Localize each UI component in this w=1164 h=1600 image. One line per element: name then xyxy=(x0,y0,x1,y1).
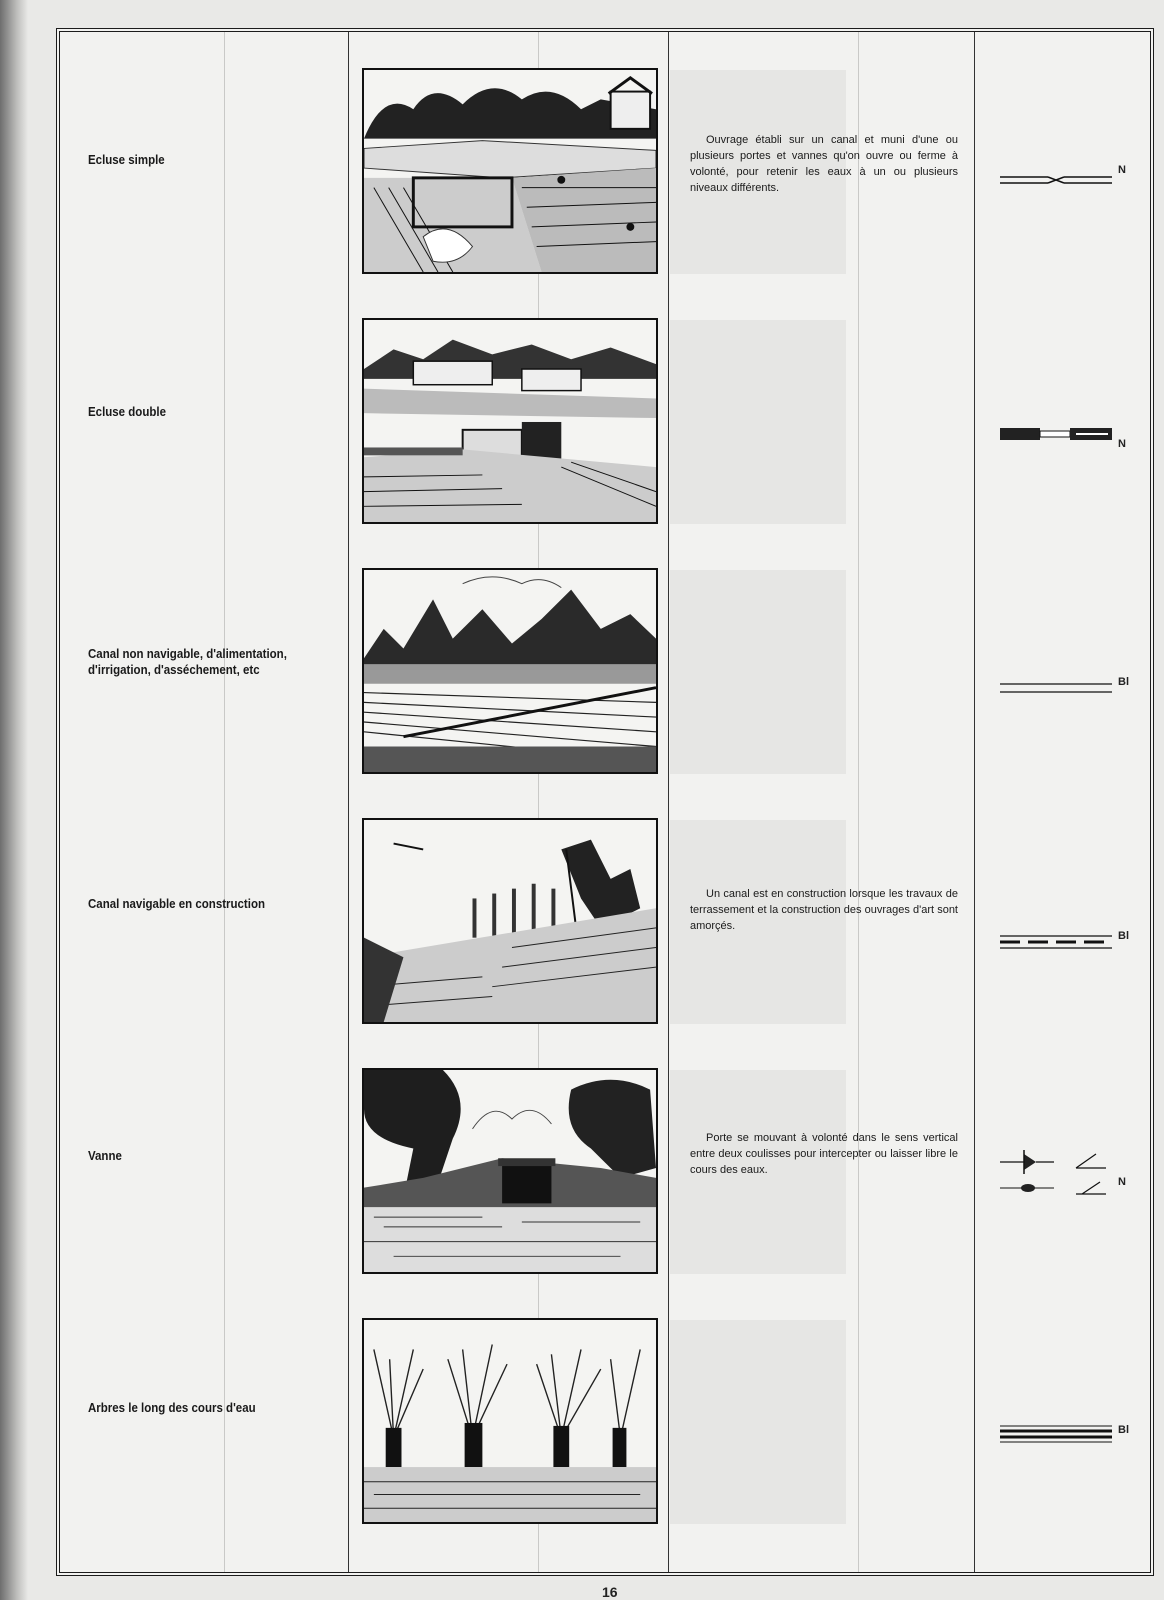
entry-term: Vanne xyxy=(88,1149,122,1163)
entry-row xyxy=(60,60,1150,310)
canal-excavation-engraving xyxy=(362,818,658,1024)
sluice-gate-symbol xyxy=(996,1144,1116,1204)
entry-definition: Porte se mouvant à volonté dans le sens vertical entre deux coulisses pour intercepter ou laisser libre le cours des eaux. xyxy=(690,1132,958,1176)
entry-definition: Ouvrage établi sur un canal et muni d'une ou plusieurs portes et vannes qu'on ouvre ou ferme à volonté, pour retenir les eaux à un ou plusieurs niveaux différents. xyxy=(690,134,958,194)
facing-page-bleedthrough xyxy=(670,320,846,524)
entry-row xyxy=(60,1310,1150,1560)
symbol-color-code: N xyxy=(1118,438,1126,450)
entry-row xyxy=(60,310,1150,560)
non-navigable-canal-symbol xyxy=(996,670,1116,710)
canal-under-construction-symbol xyxy=(996,922,1116,962)
page-number: 16 xyxy=(602,1584,618,1600)
sluice-gate-engraving xyxy=(362,1068,658,1274)
facing-page-bleedthrough xyxy=(670,570,846,774)
single-lock-symbol xyxy=(996,160,1116,200)
entry-term: Arbres le long des cours d'eau xyxy=(88,1401,256,1415)
book-spine-shadow xyxy=(0,0,28,1600)
double-lock-symbol xyxy=(996,414,1116,454)
entry-term: Ecluse double xyxy=(88,405,166,419)
trees-along-water-symbol xyxy=(996,1414,1116,1454)
entry-row xyxy=(60,810,1150,1060)
pollard-willows-engraving xyxy=(362,1318,658,1524)
symbol-color-code: Bl xyxy=(1118,676,1129,688)
symbol-color-code: N xyxy=(1118,1176,1126,1188)
symbol-color-code: N xyxy=(1118,164,1126,176)
catalogue-page xyxy=(56,28,1154,1576)
irrigation-fields-engraving xyxy=(362,568,658,774)
symbol-color-code: Bl xyxy=(1118,1424,1129,1436)
entry-term: Canal non navigable, d'alimentation, d'irrigation, d'asséchement, etc xyxy=(88,647,287,677)
entry-term: Canal navigable en construction xyxy=(88,897,266,911)
entry-row xyxy=(60,1060,1150,1310)
symbol-color-code: Bl xyxy=(1118,930,1129,942)
facing-page-bleedthrough xyxy=(670,1320,846,1524)
entry-term: Ecluse simple xyxy=(88,153,165,167)
double-lock-engraving xyxy=(362,318,658,524)
entry-definition: Un canal est en construction lorsque les travaux de terrassement et la construction des ouvrages d'art sont amorçés. xyxy=(690,888,958,932)
lock-chamber-engraving xyxy=(362,68,658,274)
entry-row xyxy=(60,560,1150,810)
